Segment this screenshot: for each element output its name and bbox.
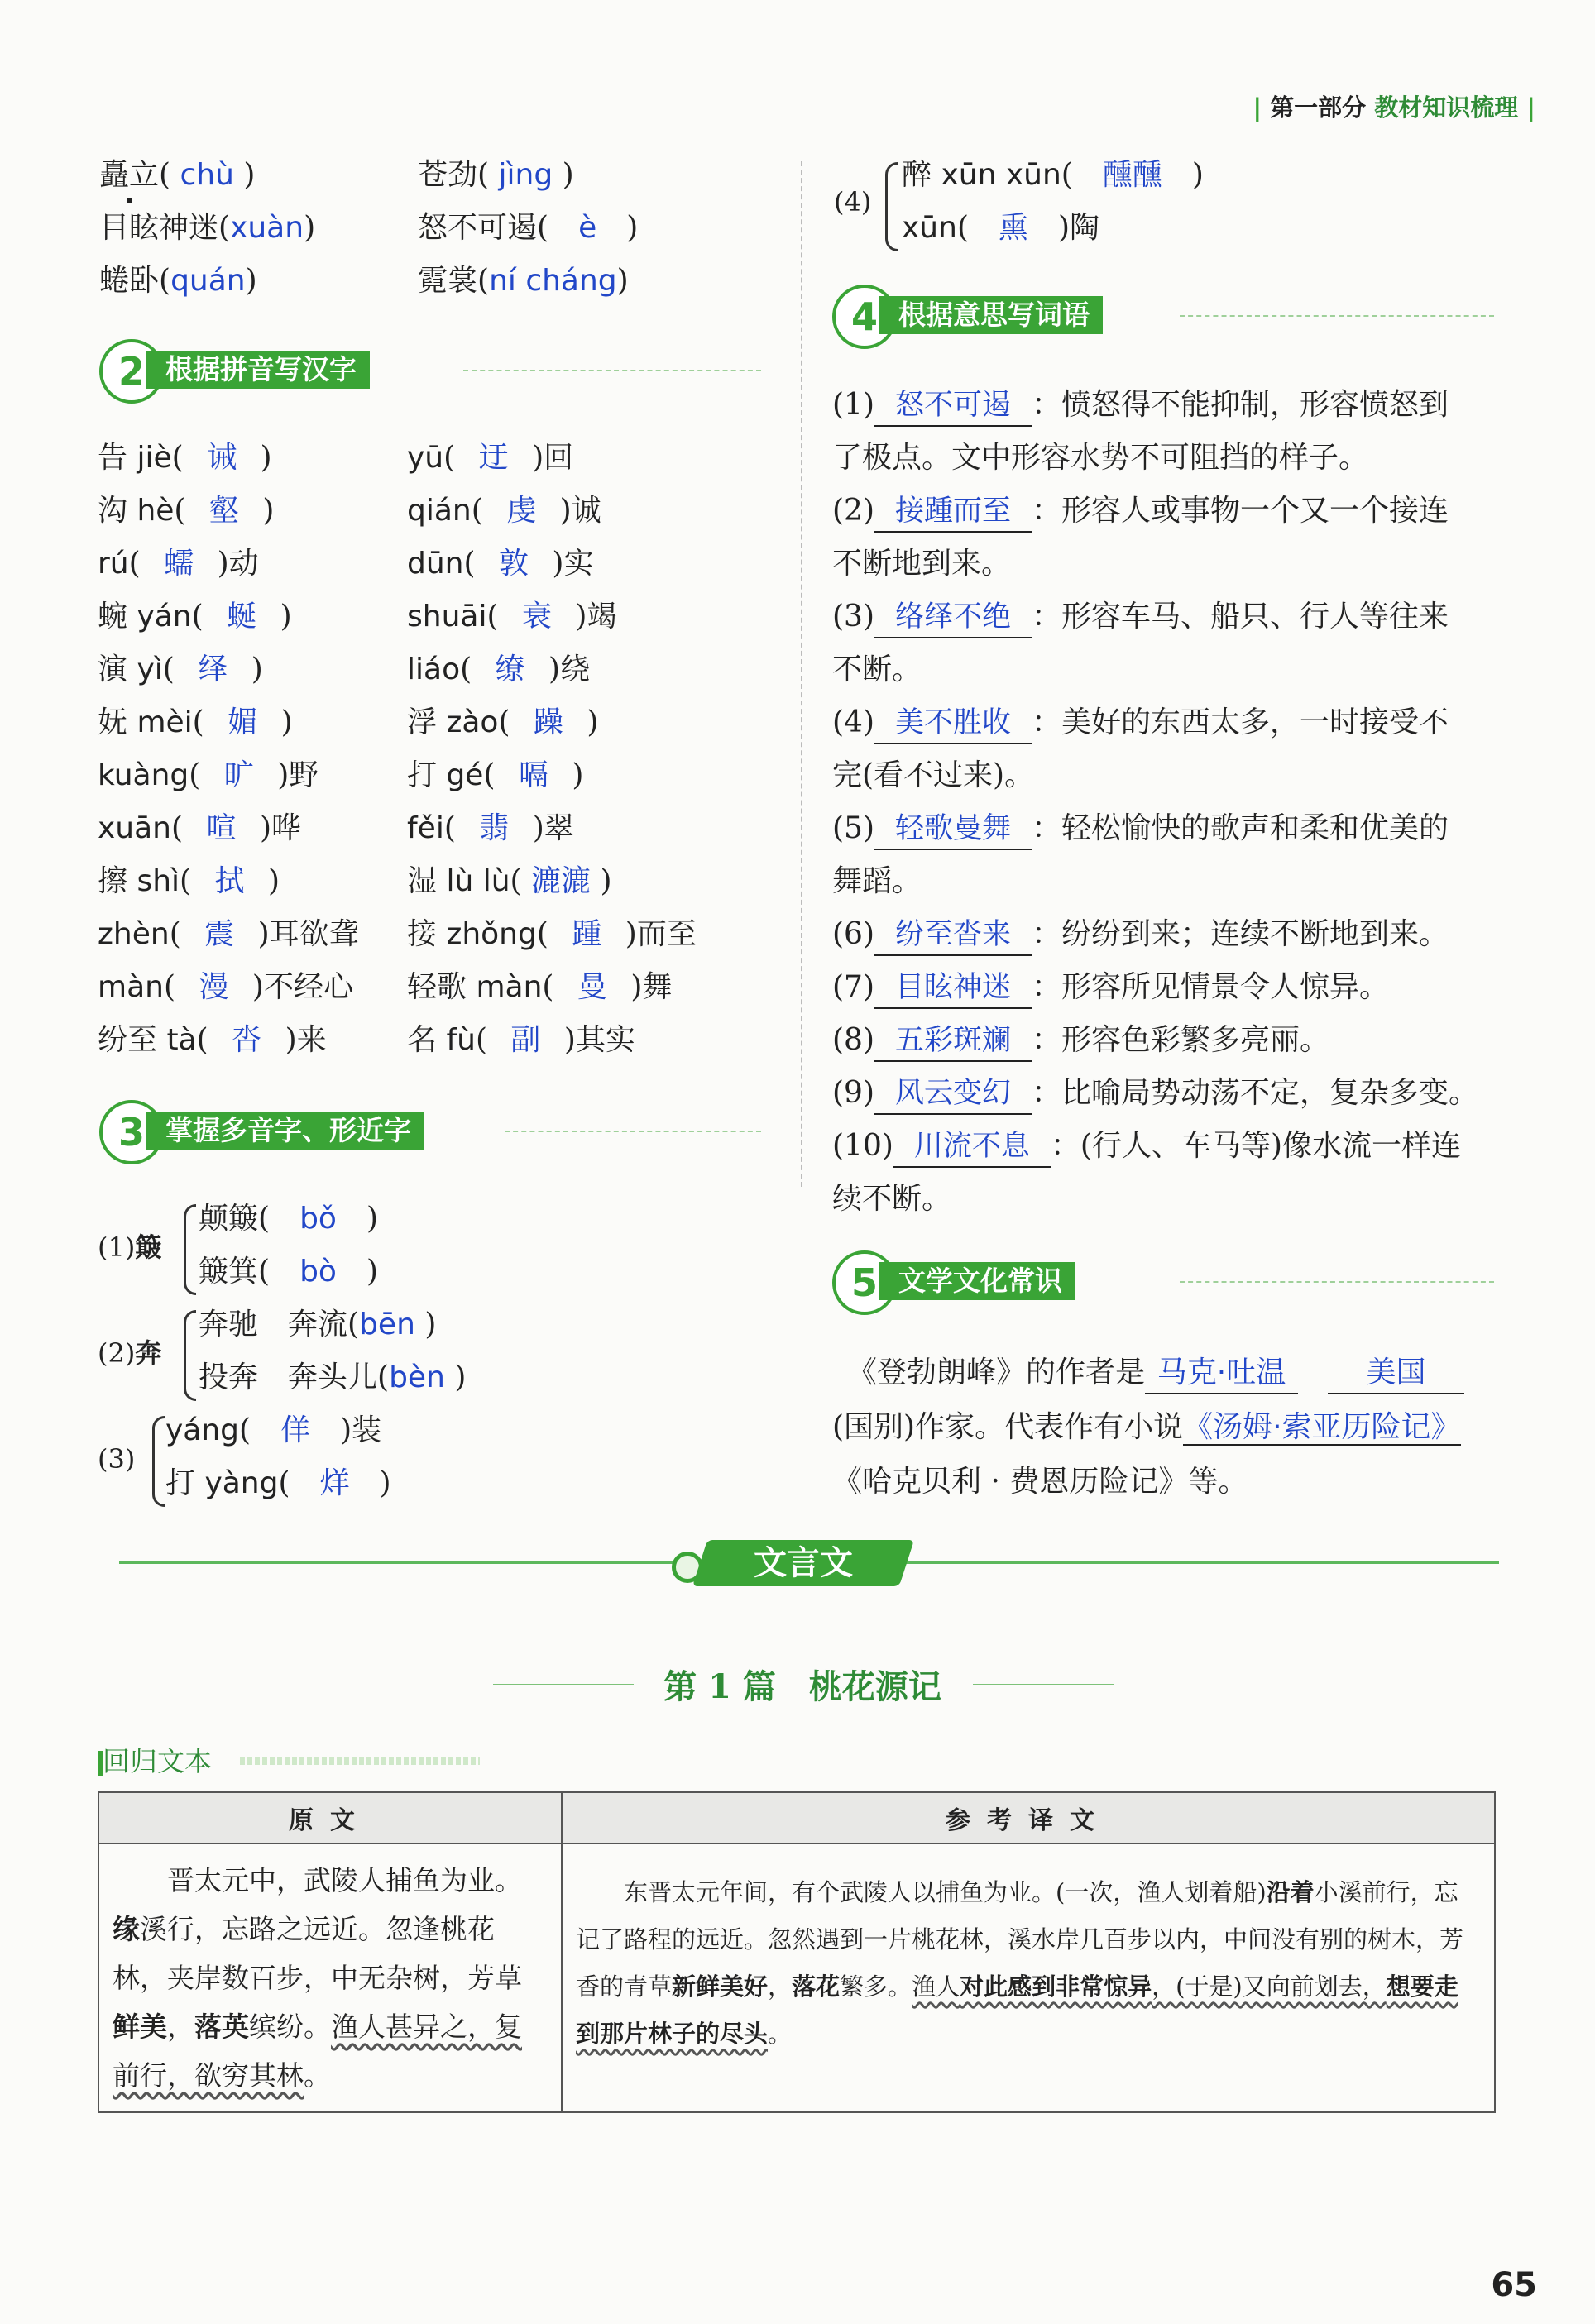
s3-g2b: 投奔 奔头儿(bèn ) xyxy=(199,1360,467,1394)
s1-row2a: 目眩神迷(xuàn) xyxy=(99,211,316,245)
definition-item: (2) 接踵而至 ：形容人或事物一个又一个接连 xyxy=(832,491,1449,533)
s3-g2-label: (2)奔 xyxy=(98,1337,162,1369)
text-table xyxy=(98,1791,1496,2113)
section-title: 文学文化常识 xyxy=(879,1262,1075,1300)
brace-icon xyxy=(152,1416,165,1507)
pinyin-item: 蜿 yán( 蜒 ) xyxy=(98,600,292,634)
section-number: 2 xyxy=(99,339,164,404)
definition-continuation: 舞蹈。 xyxy=(832,864,922,898)
running-header: | 第一部分 教材知识梳理 | xyxy=(1253,93,1535,122)
title-rule-right xyxy=(973,1684,1114,1686)
s1-row1b: 苍劲( jìng ) xyxy=(418,158,574,192)
brace-icon xyxy=(184,1204,196,1295)
label-underline xyxy=(240,1757,480,1765)
s1-row2b: 怒不可遏( è ) xyxy=(418,211,639,245)
banner-title: 文言文 xyxy=(754,1544,853,1582)
section-4-header xyxy=(832,285,1494,346)
chapter-title: 第 1 篇 桃花源记 xyxy=(663,1667,941,1706)
s3-g1b: 簸箕( bò ) xyxy=(199,1255,378,1289)
definition-continuation: 不断。 xyxy=(832,653,922,686)
header-part: 第一部分 xyxy=(1270,93,1367,122)
page-number: 65 xyxy=(1491,2266,1537,2304)
pinyin-item: yū( 迂 )回 xyxy=(407,441,574,475)
s5-line2: (国别)作家。代表作有小说《汤姆·索亚历险记》 xyxy=(832,1410,1461,1444)
section-2-header xyxy=(99,339,761,400)
s1-q4a: 醉 xūn xūn( 醺醺 ) xyxy=(902,158,1204,192)
column-divider xyxy=(801,161,802,1187)
table-header-original: 原文 xyxy=(98,1792,562,1843)
pinyin-item: fěi( 翡 )翠 xyxy=(407,811,574,845)
s3-g1-label: (1)簸 xyxy=(98,1231,162,1263)
table-header-translation: 参考译文 xyxy=(562,1792,1495,1843)
section-title: 根据意思写词语 xyxy=(879,296,1103,334)
definition-item: (9) 风云变幻 ：比喻局势动荡不定，复杂多变。 xyxy=(832,1074,1478,1115)
pinyin-item: 轻歌 màn( 曼 )舞 xyxy=(407,970,673,1004)
brace-icon xyxy=(885,162,898,251)
brace-icon xyxy=(184,1310,196,1401)
pinyin-item: 接 zhǒng( 踵 )而至 xyxy=(407,917,697,951)
definition-item: (7) 目眩神迷 ：形容所见情景令人惊异。 xyxy=(832,968,1389,1009)
definition-continuation: 不断地到来。 xyxy=(832,547,1012,581)
pinyin-item: qián( 虔 )诚 xyxy=(407,494,601,528)
definition-continuation: 了极点。文中形容水势不可阻挡的样子。 xyxy=(832,441,1369,475)
pinyin-item: dūn( 敦 )实 xyxy=(407,547,594,581)
definition-item: (3) 络绎不绝 ：形容车马、船只、行人等往来 xyxy=(832,597,1449,638)
s1-q4b: xūn( 熏 )陶 xyxy=(902,211,1100,245)
section-5-header xyxy=(832,1250,1494,1312)
pinyin-item: shuāi( 衰 )竭 xyxy=(407,600,617,634)
s1-row1a: 矗立( chù ) xyxy=(99,155,255,195)
s5-line3: 《哈克贝利 · 费恩历险记》等。 xyxy=(832,1465,1248,1499)
pinyin-item: 告 jiè( 诫 ) xyxy=(98,441,272,475)
pinyin-item: liáo( 缭 )绕 xyxy=(407,653,591,686)
pinyin-item: 打 gé( 嗝 ) xyxy=(407,758,584,792)
section-title: 掌握多音字、形近字 xyxy=(146,1112,424,1150)
s1-row3b: 霓裳(ní cháng) xyxy=(418,264,629,298)
pinyin-item: zhèn( 震 )耳欲聋 xyxy=(98,917,359,951)
s1-row3a: 蜷卧(quán) xyxy=(99,264,257,298)
s3-g3b: 打 yàng( 烊 ) xyxy=(165,1466,391,1500)
pinyin-item: màn( 漫 )不经心 xyxy=(98,970,353,1004)
section-number: 5 xyxy=(832,1250,897,1315)
section-title: 根据拼音写汉字 xyxy=(146,351,370,389)
section-label: 回归文本 xyxy=(98,1740,212,1779)
s1-q4-num: (4) xyxy=(834,186,872,218)
s3-g1a: 颠簸( bǒ ) xyxy=(199,1202,378,1236)
translation-text: 东晋太元年间，有个武陵人以捕鱼为业。(一次，渔人划着船)沿着小溪前行，忘记了路程的远近。忽然遇到一片桃花林，溪水岸几百步以内，中间没有别的树木，芳香的青草新鲜美好，落花繁多。渔人对此感到非常惊异，(于是)又向前划去，想要走到那片林子的尽头。 xyxy=(562,1843,1495,2112)
pinyin-item: xuān( 喧 )哗 xyxy=(98,811,302,845)
definition-item: (6) 纷至沓来 ：纷纷到来；连续不断地到来。 xyxy=(832,915,1449,956)
s3-g2a: 奔驰 奔流(bēn ) xyxy=(199,1308,437,1341)
definition-continuation: 续不断。 xyxy=(832,1182,952,1216)
title-rule-left xyxy=(493,1684,634,1686)
pinyin-item: kuàng( 旷 )野 xyxy=(98,758,319,792)
original-text: 晋太元中，武陵人捕鱼为业。缘溪行，忘路之远近。忽逢桃花林，夹岸数百步，中无杂树，芳草鲜美，落英缤纷。渔人甚异之，复前行，欲穷其林。 xyxy=(98,1843,562,2112)
pinyin-item: 名 fù( 副 )其实 xyxy=(407,1023,635,1057)
definition-item: (1) 怒不可遏 ：愤怒得不能抑制，形容愤怒到 xyxy=(832,385,1449,427)
section-number: 3 xyxy=(99,1100,164,1164)
s5-line1: 《登勃朗峰》的作者是 马克·吐温 美国 xyxy=(832,1353,1464,1394)
pinyin-item: 浮 zào( 躁 ) xyxy=(407,705,599,739)
wenyanwen-banner xyxy=(668,1540,941,1586)
pinyin-item: rú( 蠕 )动 xyxy=(98,547,259,581)
pinyin-item: 演 yì( 绎 ) xyxy=(98,653,263,686)
header-title: 教材知识梳理 xyxy=(1374,93,1519,122)
definition-item: (8) 五彩斑斓 ：形容色彩繁多亮丽。 xyxy=(832,1021,1329,1062)
section-3-header xyxy=(99,1100,761,1161)
definition-item: (10) 川流不息 ：(行人、车马等)像水流一样连 xyxy=(832,1126,1461,1168)
definition-item: (5) 轻歌曼舞 ：轻松愉快的歌声和柔和优美的 xyxy=(832,809,1449,850)
s3-g3-label: (3) xyxy=(98,1443,136,1475)
pinyin-item: 湿 lù lù( 漉漉 ) xyxy=(407,864,612,898)
section-number: 4 xyxy=(832,285,897,349)
pinyin-item: 妩 mèi( 媚 ) xyxy=(98,705,293,739)
definition-item: (4) 美不胜收 ：美好的东西太多，一时接受不 xyxy=(832,703,1449,744)
definition-continuation: 完(看不过来)。 xyxy=(832,758,1035,792)
pinyin-item: 擦 shì( 拭 ) xyxy=(98,864,280,898)
pinyin-item: 沟 hè( 壑 ) xyxy=(98,494,275,528)
pinyin-item: 纷至 tà( 沓 )来 xyxy=(98,1023,327,1057)
s3-g3a: yáng( 佯 )装 xyxy=(165,1413,382,1447)
